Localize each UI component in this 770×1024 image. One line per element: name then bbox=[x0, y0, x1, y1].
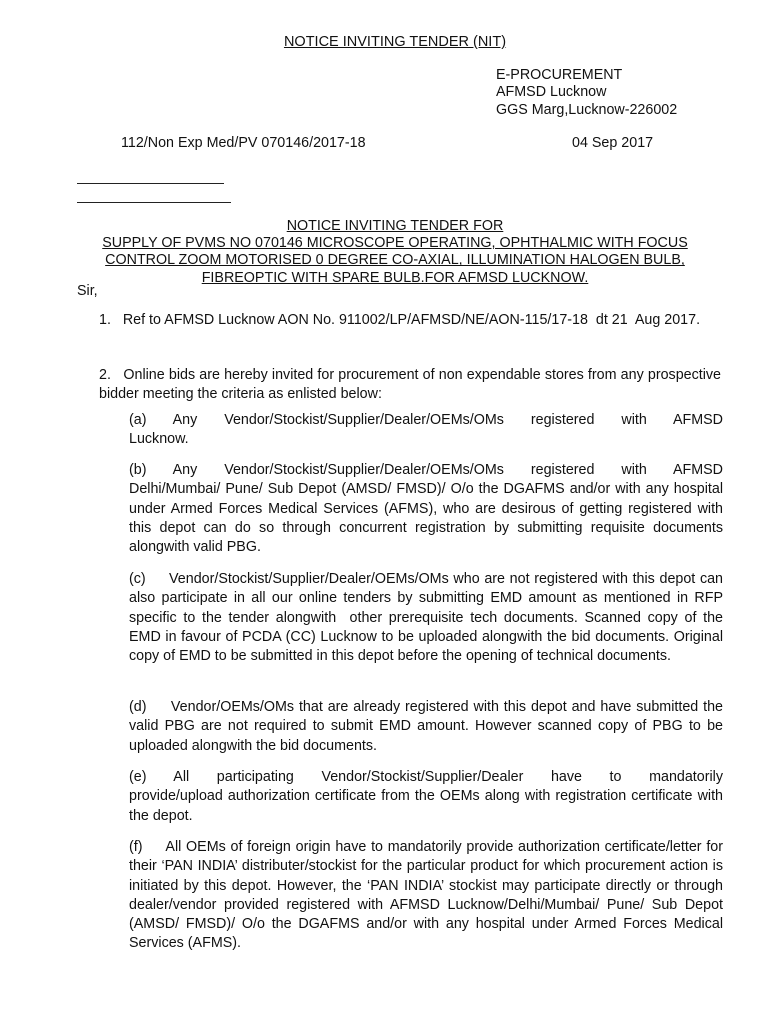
document-title: NOTICE INVITING TENDER (NIT) bbox=[283, 34, 507, 50]
blank-line-1 bbox=[77, 183, 224, 184]
clause-d: (d) Vendor/OEMs/OMs that are already registered with this depot and have submitted the valid PBG are not required to submit EMD amount. However scanned copy of PBG to be uploaded alongwith the bid documents. bbox=[129, 699, 727, 754]
subject-line-3: CONTROL ZOOM MOTORISED 0 DEGREE CO-AXIAL, ILLUMINATION HALOGEN BULB, bbox=[105, 252, 685, 269]
clause-c: (c) Vendor/Stockist/Supplier/Dealer/OEMs/OMs who are not registered with this depot can also participate in all our online tenders by submitting EMD amount as mentioned in RFP specific to the tender alongwith other prerequisite tech documents. Scanned copy of the EMD in favour of PCDA (CC) Lucknow to be uploaded alongwith the bid documents. Original copy of EMD to be submitted in this depot before the opening of technical documents. bbox=[129, 571, 727, 665]
subject-heading bbox=[84, 218, 706, 287]
address-line-2: AFMSD Lucknow bbox=[496, 84, 607, 101]
subject-line-2: SUPPLY OF PVMS NO 070146 MICROSCOPE OPERATING, OPHTHALMIC WITH FOCUS bbox=[102, 235, 688, 252]
clause-e: (e) All participating Vendor/Stockist/Supplier/Dealer have to mandatorily provide/upload authorization certificate from the OEMs along with registration certificate with the depot. bbox=[129, 769, 727, 824]
paragraph-2: 2. Online bids are hereby invited for procurement of non expendable stores from any prospective bidder meeting the criteria as enlisted below: bbox=[99, 367, 725, 403]
subject-line-1: NOTICE INVITING TENDER FOR bbox=[286, 218, 504, 234]
salutation: Sir, bbox=[77, 283, 98, 299]
blank-line-2 bbox=[77, 202, 231, 203]
clause-a: (a) Any Vendor/Stockist/Supplier/Dealer/OEMs/OMs registered with AFMSD Lucknow. bbox=[129, 412, 727, 448]
address-line-1: E-PROCUREMENT bbox=[496, 67, 623, 83]
sender-address bbox=[496, 67, 677, 119]
clause-f: (f) All OEMs of foreign origin have to mandatorily provide authorization certificate/letter for their ‘PAN INDIA’ distributer/stockist for the particular product for which procurement action is initiated by this depot. However, the ‘PAN INDIA’ stockist may participate directly or through dealer/vendor provided registered with AFMSD Lucknow/Delhi/Mumbai/ Pune/ Sub Depot (AMSD/ FMSD)/ O/o the DGAFMS and/or with any hospital under Armed Forces Medical Services (AFMS). bbox=[129, 839, 727, 952]
subject-line-4: FIBREOPTIC WITH SPARE BULB.FOR AFMSD LUCKNOW. bbox=[201, 269, 589, 286]
clause-b: (b) Any Vendor/Stockist/Supplier/Dealer/OEMs/OMs registered with AFMSD Delhi/Mumbai/ Pune/ Sub Depot (AMSD/ FMSD)/ O/o the DGAFMS and/or with any hospital under Armed Forces Medical Services (AFMS), who are desirous of getting registered with this depot can do so through concurrent registration by submitting requisite documents alongwith valid PBG. bbox=[129, 462, 727, 556]
document-date: 04 Sep 2017 bbox=[572, 135, 654, 151]
paragraph-1: 1. Ref to AFMSD Lucknow AON No. 911002/LP/AFMSD/NE/AON-115/17-18 dt 21 Aug 2017. bbox=[99, 312, 701, 328]
reference-number: 112/Non Exp Med/PV 070146/2017-18 bbox=[121, 135, 366, 151]
address-line-3: GGS Marg,Lucknow-226002 bbox=[496, 101, 678, 118]
